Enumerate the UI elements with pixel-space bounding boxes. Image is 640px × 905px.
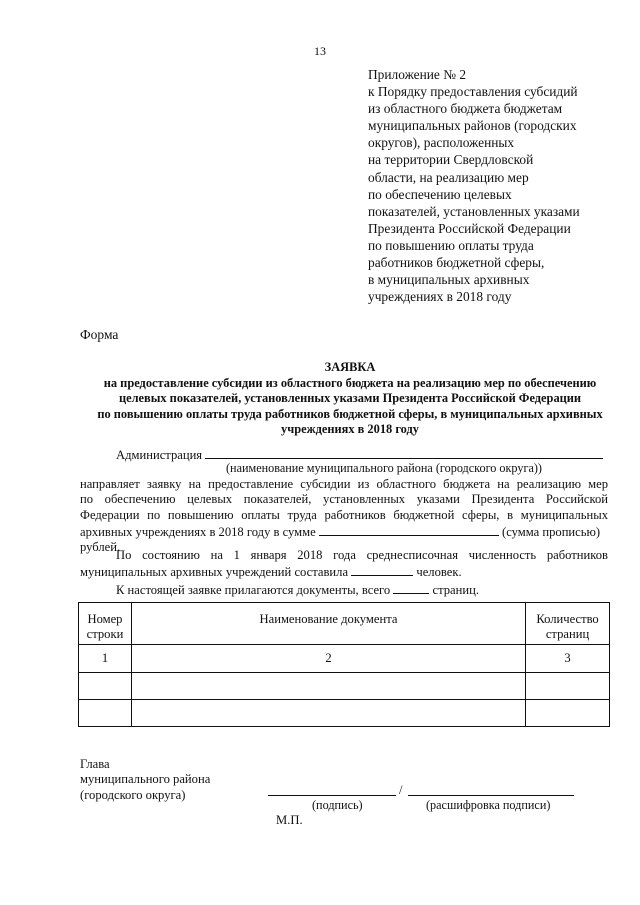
page-number: 13 xyxy=(314,44,326,58)
header-page-count: Количество страниц xyxy=(526,603,610,645)
documents-table xyxy=(78,602,610,727)
title-line: на предоставление субсидии из областного бюджета на реализацию мер по обеспечению xyxy=(103,375,597,390)
currency-text: рублей. xyxy=(80,540,121,555)
table-cell[interactable] xyxy=(79,673,132,700)
table-cell[interactable] xyxy=(131,673,525,700)
headcount-paragraph xyxy=(80,548,608,598)
appendix-header xyxy=(368,66,630,305)
sum-suffix: (сумма прописью) xyxy=(502,524,601,539)
appendix-line: Приложение № 2 xyxy=(368,67,467,82)
title-line: учреждениях в 2018 году xyxy=(281,422,419,436)
attachments-prefix: К настоящей заявке прилагаются документы, всего xyxy=(116,582,391,597)
attachments-suffix: страниц. xyxy=(432,582,480,597)
position-line: (городского округа) xyxy=(80,787,186,802)
sum-prefix: архивных учреждениях в 2018 году в сумме xyxy=(80,524,316,539)
appendix-line: муниципальных районов (городских xyxy=(368,118,577,134)
administration-name-field[interactable] xyxy=(205,446,603,459)
signatory-position xyxy=(80,757,210,803)
appendix-line: по обеспечению целевых xyxy=(368,186,512,202)
table-cell[interactable] xyxy=(131,700,525,727)
appendix-line: работников бюджетной сферы, xyxy=(368,255,545,271)
table-cell[interactable] xyxy=(79,700,132,727)
signature-separator: / xyxy=(399,783,403,797)
headcount-field[interactable] xyxy=(351,563,413,576)
appendix-line: к Порядку предоставления субсидий xyxy=(368,84,578,100)
table-header-row xyxy=(79,603,610,645)
position-line: муниципального района xyxy=(80,772,211,787)
table-index-row xyxy=(79,645,610,673)
signature-line[interactable] xyxy=(268,794,396,796)
header-row-number: Номер строки xyxy=(79,603,132,645)
table-row xyxy=(79,700,610,727)
appendix-line: учреждениях в 2018 году xyxy=(368,289,512,305)
title-line: по повышению оплаты труда работников бюджетной сферы, в муниципальных архивных xyxy=(97,406,603,421)
table-cell[interactable] xyxy=(526,673,610,700)
attachments-pages-field[interactable] xyxy=(393,581,429,594)
table-row xyxy=(79,673,610,700)
appendix-line: в муниципальных архивных xyxy=(368,272,530,288)
header-document-name: Наименование документа xyxy=(131,603,525,645)
headcount-prefix: муниципальных архивных учреждений составила xyxy=(80,565,349,580)
administration-label: Администрация xyxy=(116,448,203,462)
position-line: Глава xyxy=(80,757,110,771)
title-line: целевых показателей, установленных указами Президента Российской Федерации xyxy=(118,391,582,405)
stamp-label: М.П. xyxy=(276,813,303,827)
administration-caption: (наименование муниципального района (городского округа)) xyxy=(226,461,542,475)
headcount-suffix: человек. xyxy=(416,565,462,580)
request-line: по обеспечению целевых показателей, установленных указами Президента Российской xyxy=(80,492,608,507)
index-cell: 2 xyxy=(131,645,525,673)
index-cell: 1 xyxy=(79,645,132,673)
request-paragraph xyxy=(80,477,608,555)
form-label: Форма xyxy=(80,327,119,342)
request-line: направляет заявку на предоставление субсидии из областного бюджета на реализацию мер xyxy=(80,477,608,491)
index-cell: 3 xyxy=(526,645,610,673)
signature-decoding-line[interactable] xyxy=(408,794,574,796)
appendix-line: из областного бюджета бюджетам xyxy=(368,101,563,117)
document-title xyxy=(60,360,640,438)
decoding-caption: (расшифровка подписи) xyxy=(426,798,551,812)
signature-caption: (подпись) xyxy=(312,798,363,812)
table-cell[interactable] xyxy=(526,700,610,727)
headcount-line: По состоянию на 1 января 2018 года среднесписочная численность работников xyxy=(116,548,608,562)
request-line: Федерации по повышению оплаты труда работников бюджетной сферы, в муниципальных xyxy=(80,507,608,522)
appendix-line: Президента Российской Федерации xyxy=(368,220,571,236)
appendix-line: по повышению оплаты труда xyxy=(368,237,534,253)
appendix-line: области, на реализацию мер xyxy=(368,169,529,185)
sum-field[interactable] xyxy=(319,523,499,536)
appendix-line: показателей, установленных указами xyxy=(368,203,580,219)
title-heading: ЗАЯВКА xyxy=(324,360,376,374)
appendix-line: на территории Свердловской xyxy=(368,152,534,168)
appendix-line: округов), расположенных xyxy=(368,135,515,151)
